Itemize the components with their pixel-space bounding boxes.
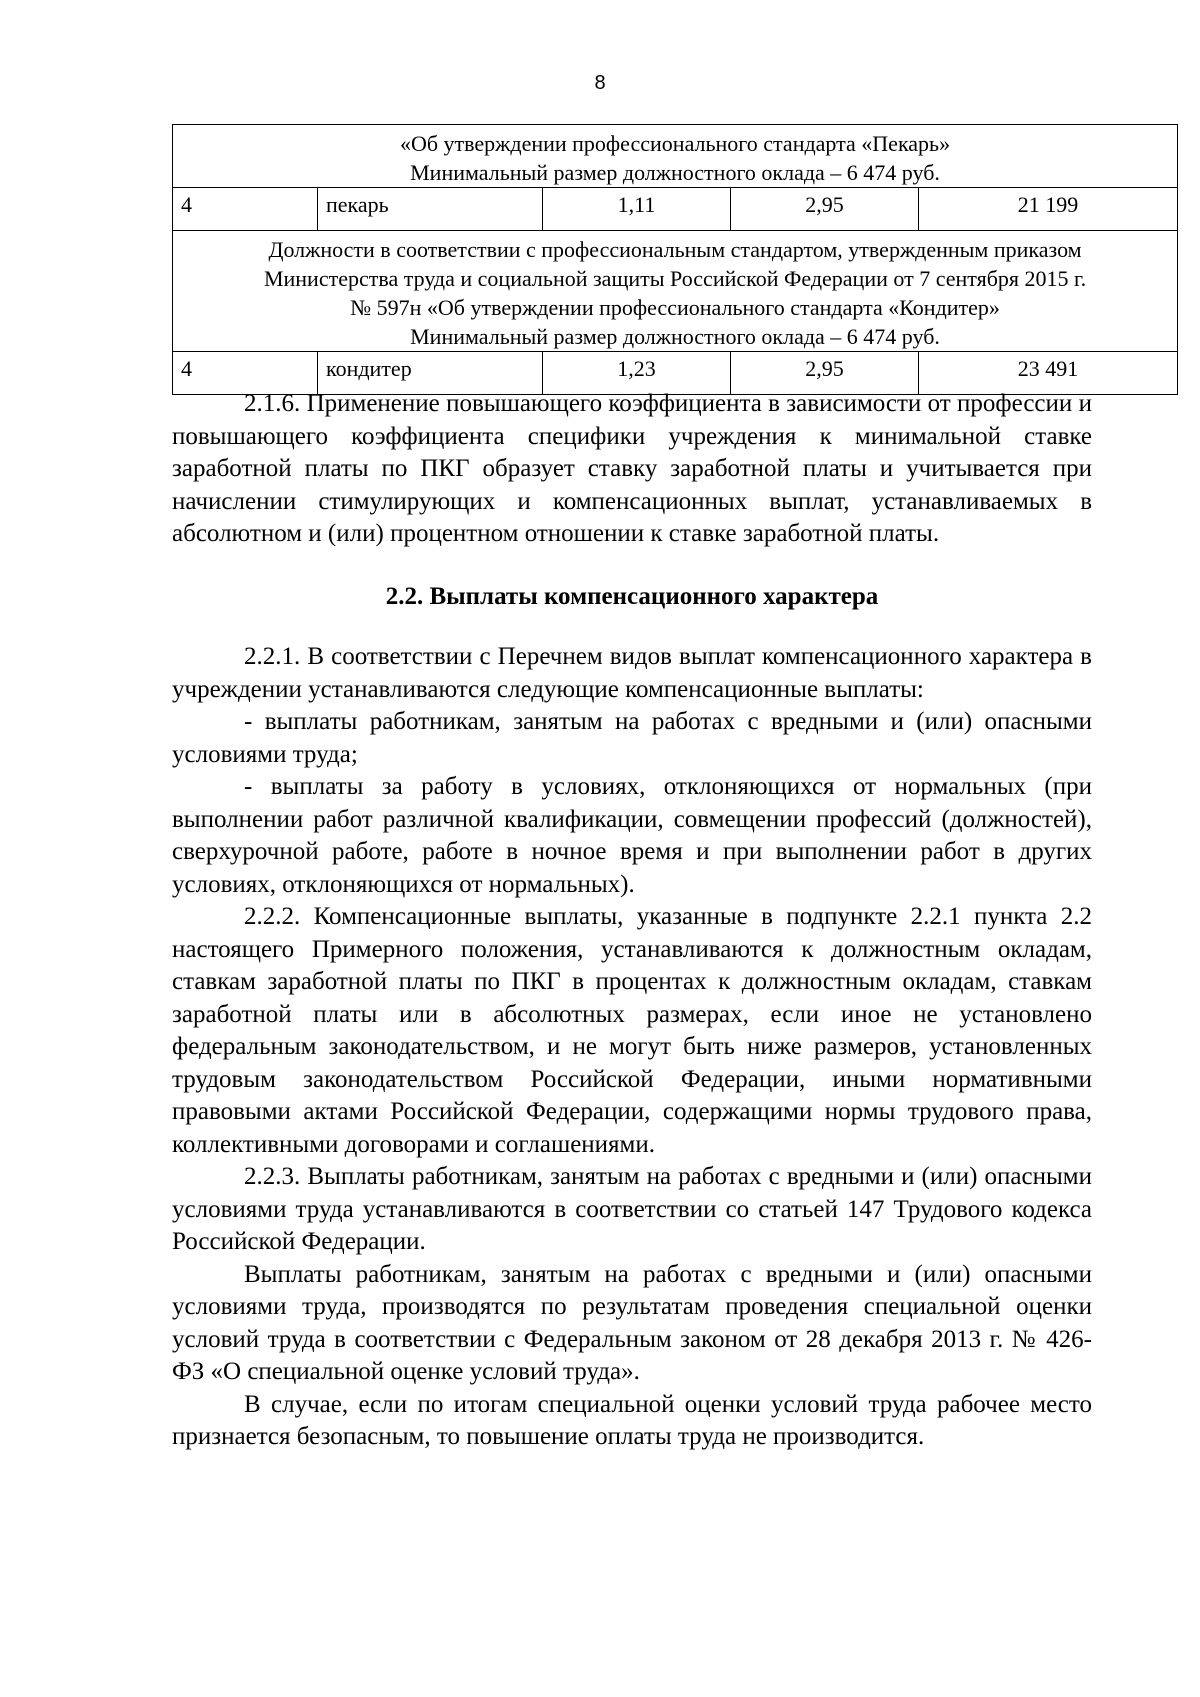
paragraph-2-2-3: 2.2.3. Выплаты работникам, занятым на работах с вредными и (или) опасными условиями труда устанавливаются в соответствии со статьей 147 Трудового кодекса Российской Федерации. xyxy=(172,1163,1092,1255)
header-line: № 597н «Об утверждении профессионального стандарта «Кондитер» xyxy=(350,295,1000,320)
profession-coefficient-cell: 1,11 xyxy=(543,188,731,231)
paragraph-2-1-6: 2.1.6. Применение повышающего коэффициента в зависимости от профессии и повышающего коэффициента специфики учреждения к минимальной ставке заработной платы по ПКГ образует ставку заработной платы и учитывается при начислении стимулирующих и компенсационных выплат, устанавливаемых в абсолютном и (или) процентном отношении к ставке заработной платы. xyxy=(172,390,1092,547)
position-name-cell: кондитер xyxy=(318,352,543,395)
salary-rate-cell: 21 199 xyxy=(919,188,1178,231)
salary-rate-cell: 23 491 xyxy=(919,352,1178,395)
list-item: - выплаты работникам, занятым на работах с вредными и (или) опасными условиями труда; xyxy=(172,708,1092,768)
paragraph-2-2-2: 2.2.2. Компенсационные выплаты, указанные в подпункте 2.2.1 пункта 2.2 настоящего Примерного положения, устанавливаются к должностным окладам, ставкам заработной платы по ПКГ в процентах к должностным окладам, ставкам заработной платы или в абсолютных размерах, если иное не установлено федеральным законодательством, и не могут быть ниже размеров, установленных трудовым законодательством Российской Федерации, иными нормативными правовыми актами Российской Федерации, содержащими нормы трудового права, коллективными договорами и соглашениями. xyxy=(172,903,1092,1158)
specifics-coefficient-cell: 2,95 xyxy=(731,188,919,231)
bakery-standard-header xyxy=(173,125,1178,188)
paragraph-special-assessment: Выплаты работникам, занятым на работах с вредными и (или) опасными условиями труда, производятся по результатам проведения специальной оценки условий труда в соответствии с Федеральным законом от 28 декабря 2013 г. № 426-ФЗ «О специальной оценке условий труда». xyxy=(172,1260,1092,1385)
table-section-header xyxy=(173,125,1178,188)
page-number: 8 xyxy=(594,72,606,94)
section-title: 2.2. Выплаты компенсационного характера xyxy=(385,582,879,610)
header-line: Минимальный размер должностного оклада – 6 474 руб. xyxy=(410,324,940,349)
qualification-level-cell: 4 xyxy=(173,352,318,395)
table-row xyxy=(173,188,1178,231)
salary-table xyxy=(172,124,1178,395)
position-name-cell: пекарь xyxy=(318,188,543,231)
list-item: - выплаты за работу в условиях, отклоняющихся от нормальных (при выполнении работ различной квалификации, совмещении профессий (должностей), сверхурочной работе, работе в ночное время и при выполнении работ в других условиях, отклоняющихся от нормальных). xyxy=(172,773,1092,898)
paragraph-safe-workplace: В случае, если по итогам специальной оценки условий труда рабочее место признается безопасным, то повышение оплаты труда не производится. xyxy=(172,1390,1092,1450)
header-line: Должности в соответствии с профессиональным стандартом, утвержденным приказом xyxy=(268,237,1082,262)
paragraph-2-2-1: 2.2.1. В соответствии с Перечнем видов выплат компенсационного характера в учреждении устанавливаются следующие компенсационные выплаты: xyxy=(172,643,1092,703)
document-body xyxy=(172,388,1092,1454)
header-line: «Об утверждении профессионального стандарта «Пекарь» xyxy=(399,131,951,156)
qualification-level-cell: 4 xyxy=(173,188,318,231)
profession-coefficient-cell: 1,23 xyxy=(543,352,731,395)
confectioner-standard-header xyxy=(173,231,1178,352)
header-line: Министерства труда и социальной защиты Российской Федерации от 7 сентября 2015 г. xyxy=(263,266,1087,291)
table-section-header xyxy=(173,231,1178,352)
header-line: Минимальный размер должностного оклада – 6 474 руб. xyxy=(410,160,940,185)
specifics-coefficient-cell: 2,95 xyxy=(731,352,919,395)
